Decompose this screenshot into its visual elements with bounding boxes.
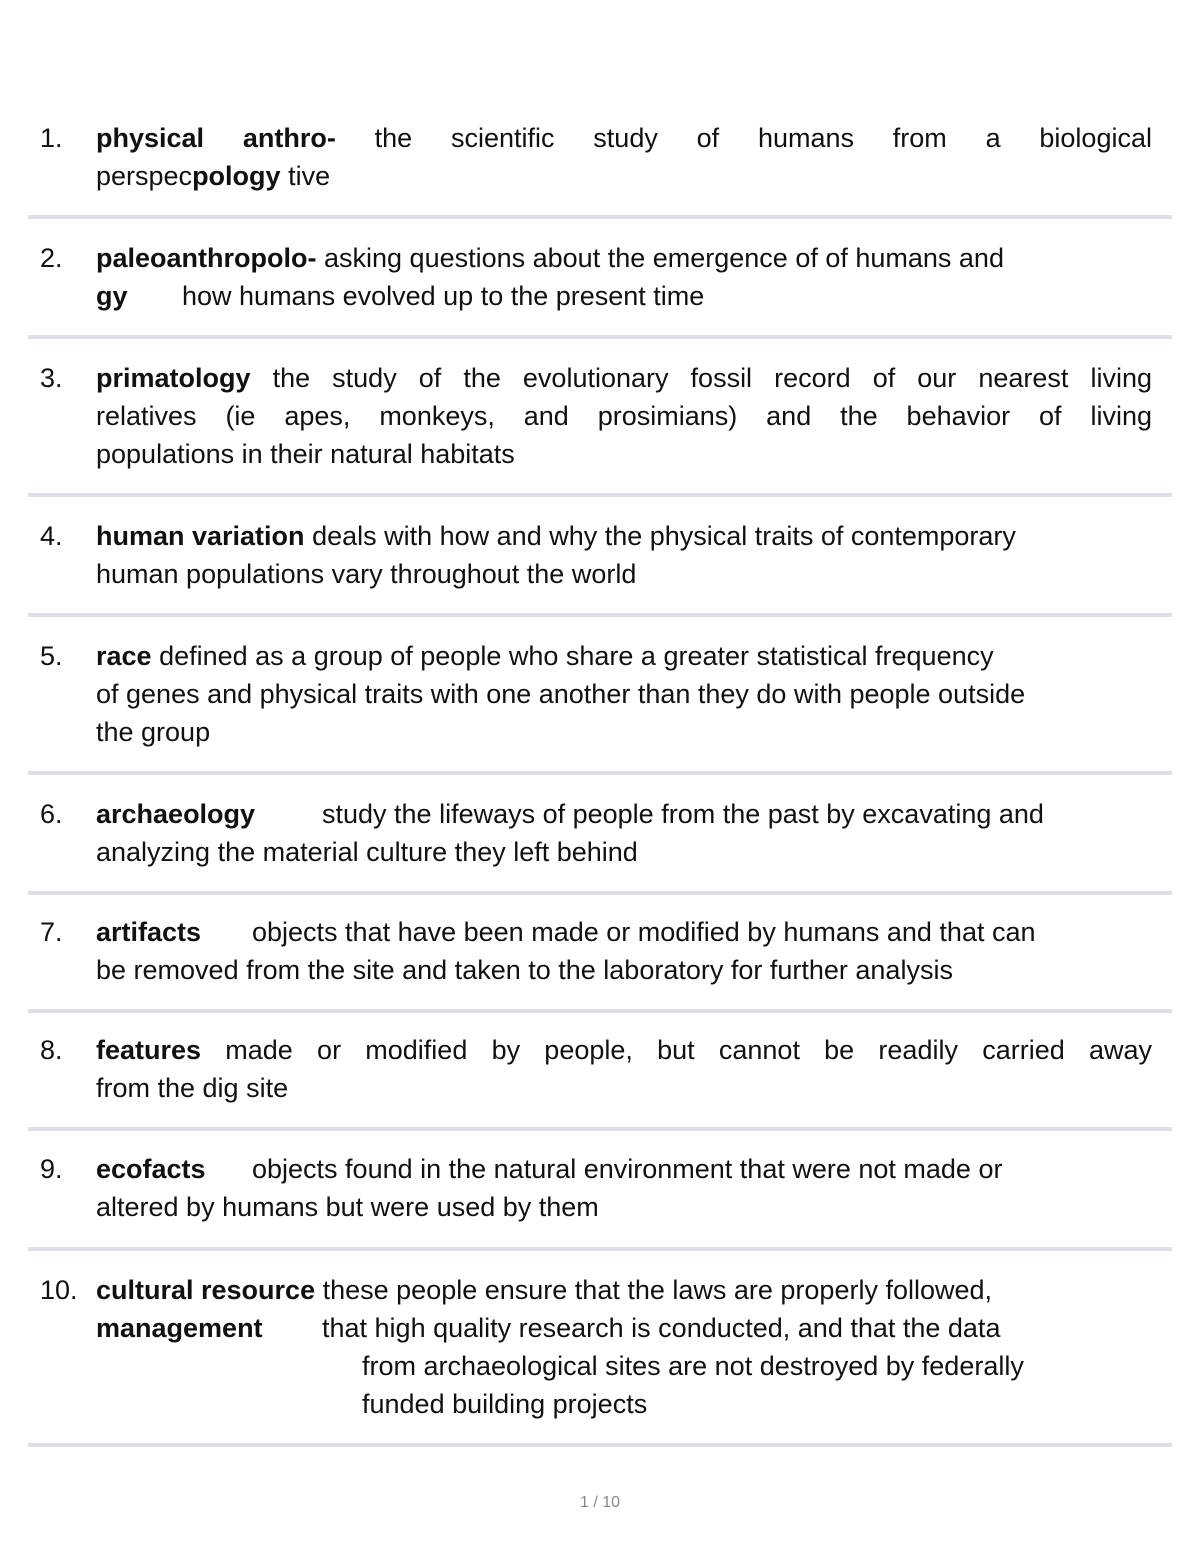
definition-line: the group bbox=[96, 717, 211, 747]
definition-line: that high quality research is conducted, and that the data bbox=[322, 1313, 1001, 1343]
term: cultural resource bbox=[96, 1275, 316, 1305]
entry-number: 5. bbox=[40, 641, 63, 671]
entry-number: 8. bbox=[40, 1035, 63, 1065]
entry-number: 3. bbox=[40, 363, 63, 393]
definition-line: objects found in the natural environment that were not made or bbox=[252, 1154, 1003, 1184]
divider bbox=[28, 891, 1172, 895]
term: human variation bbox=[96, 521, 305, 551]
definition-line: asking questions about the emergence of of humans and bbox=[324, 243, 1004, 273]
divider bbox=[28, 1247, 1172, 1251]
divider bbox=[28, 493, 1172, 497]
divider bbox=[28, 1009, 1172, 1013]
term: artifacts bbox=[96, 917, 202, 947]
term-continuation: gy bbox=[96, 281, 128, 311]
definition-line: funded building projects bbox=[362, 1389, 648, 1419]
term-continuation: pology bbox=[192, 161, 281, 191]
document-page: 1. physical anthro- the scientific study of humans from a biological perspecpology tive 2. paleoanthropolo- asking questions about the emergence of of humans and gy how humans evolved up to the present time 3. primatology the study of the evolutionary fossil record of our nearest living relatives (ie apes, monkeys, and prosimians) and the behavior of living populations in their natural habitats 4. human variation deals with how and why the physical traits of contemporary human populations vary throughout the world 5. race defined as a group of people who share a greater statistical frequency of genes and physical traits with one another than they do with people outside the group 6. archaeology study the lifeways of people from the past by excavating and analyzing the material culture they left behind 7. artifacts objects that have been made or modified by humans and that can be removed from the site and taken to the laboratory for further analysis 8. features made or modified by people, but cannot be readily carried away from the dig site 9. ecofacts objects found in the natural environment that were not made or altered by humans but were used by them 10. cultural resource these people ensure that the laws are properly followed, management that high quality research is conducted, and that the data from archaeological sites are not destroyed by federally funded building projects 1 / 10 bbox=[0, 0, 1200, 1553]
entry-number: 6. bbox=[40, 799, 63, 829]
divider bbox=[28, 335, 1172, 339]
entry-number: 10. bbox=[40, 1275, 78, 1305]
definition-line: analyzing the material culture they left behind bbox=[96, 837, 638, 867]
definition-line: of genes and physical traits with one another than they do with people outside bbox=[96, 679, 1026, 709]
definition-line: altered by humans but were used by them bbox=[96, 1192, 599, 1222]
definition-line: populations in their natural habitats bbox=[96, 439, 515, 469]
definition-line: defined as a group of people who share a greater statistical frequency bbox=[159, 641, 994, 671]
divider bbox=[28, 215, 1172, 219]
entry-number: 9. bbox=[40, 1154, 63, 1184]
divider bbox=[28, 1443, 1172, 1447]
term: primatology bbox=[96, 363, 251, 393]
entry-number: 7. bbox=[40, 917, 63, 947]
term: ecofacts bbox=[96, 1154, 206, 1184]
definition-line: objects that have been made or modified by humans and that can bbox=[252, 917, 1036, 947]
definition-line: the scientific study of humans from a biological bbox=[374, 123, 1152, 153]
term: archaeology bbox=[96, 799, 256, 829]
definition-line: study the lifeways of people from the past by excavating and bbox=[322, 799, 1044, 829]
divider bbox=[28, 771, 1172, 775]
definition-line: how humans evolved up to the present time bbox=[182, 281, 705, 311]
term: physical anthro- bbox=[96, 123, 336, 153]
definition-line: made or modified by people, but cannot be readily carried away bbox=[225, 1035, 1152, 1065]
term-continuation: management bbox=[96, 1313, 263, 1343]
divider bbox=[28, 613, 1172, 617]
term: paleoanthropolo- bbox=[96, 243, 317, 273]
definition-line: be removed from the site and taken to the laboratory for further analysis bbox=[96, 955, 953, 985]
page-number: 1 / 10 bbox=[579, 1494, 621, 1511]
definition-line: these people ensure that the laws are properly followed, bbox=[322, 1275, 993, 1305]
term: features bbox=[96, 1035, 202, 1065]
definition-line: from archaeological sites are not destroyed by federally bbox=[362, 1351, 1024, 1381]
definition-line: deals with how and why the physical traits of contemporary bbox=[312, 521, 1016, 551]
entry-number: 1. bbox=[40, 123, 63, 153]
definition-line: from the dig site bbox=[96, 1073, 289, 1103]
divider bbox=[28, 1127, 1172, 1131]
entry-number: 4. bbox=[40, 521, 63, 551]
definition-line: human populations vary throughout the world bbox=[96, 559, 637, 589]
term: race bbox=[96, 641, 152, 671]
definition-line: relatives (ie apes, monkeys, and prosimians) and the behavior of living bbox=[96, 401, 1152, 431]
definition-line: the study of the evolutionary fossil record of our nearest living bbox=[272, 363, 1152, 393]
entry-number: 2. bbox=[40, 243, 63, 273]
